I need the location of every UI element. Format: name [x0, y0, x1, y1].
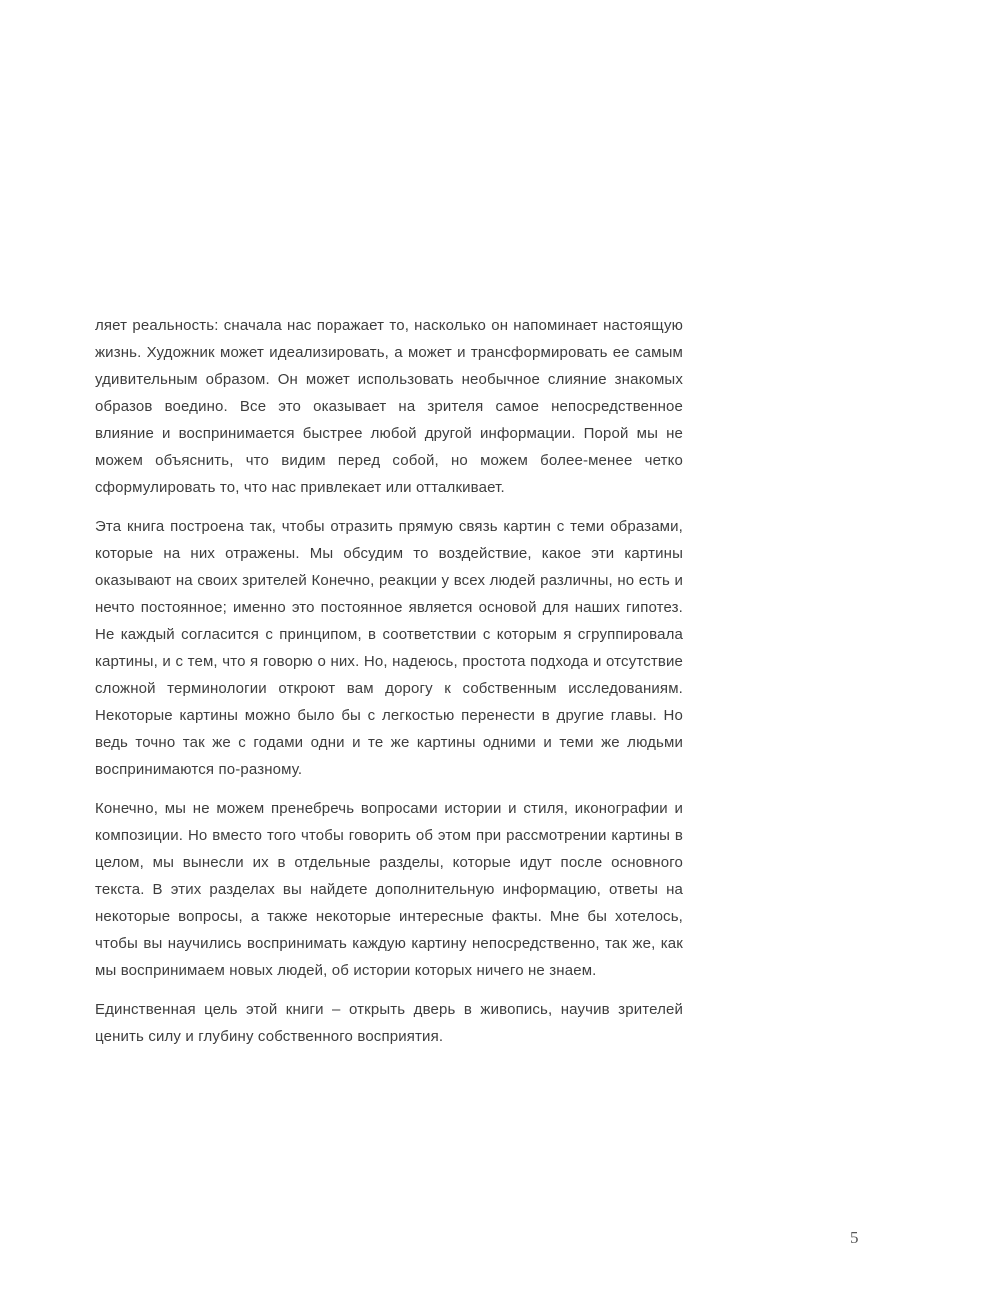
paragraph-1: ляет реальность: сначала нас поражает то, насколько он напоминает настоящую жизнь. Художник может идеализировать, а может и трансформировать ее самым удивительным образом. Он может использовать необычное слияние знакомых образов воедино. Все это оказывает на зрителя самое непосредственное влияние и воспринимается быстрее любой другой информации. Порой мы не можем объяснить, что видим перед собой, но можем более-менее четко сформулировать то, что нас привлекает или отталкивает. — [95, 317, 683, 496]
paragraph-2: Эта книга построена так, чтобы отразить прямую связь картин с теми образами, которые на них отражены. Мы обсудим то воздействие, какое эти картины оказывают на своих зрителей Конечно, реакции у всех людей различны, но есть и нечто постоянное; именно это постоянное является основой для наших гипотез. Не каждый согласится с принципом, в соответствии с которым я сгруппировала картины, и с тем, что я говорю о них. Но, надеюсь, простота подхода и отсутствие сложной терминологии откроют вам дорогу к собственным исследованиям. Некоторые картины можно было бы с легкостью перенести в другие главы. Но ведь точно так же с годами одни и те же картины одними и теми же людьми воспринимаются по-разному. — [95, 518, 683, 778]
page-number: 5 — [850, 1228, 859, 1247]
paragraph-4: Единственная цель этой книги – открыть дверь в живопись, научив зрителей ценить силу и глубину собственного восприятия. — [95, 1001, 683, 1045]
paragraph-3: Конечно, мы не можем пренебречь вопросами истории и стиля, иконографии и композиции. Но вместо того чтобы говорить об этом при рассмотрении картины в целом, мы вынесли их в отдельные разделы, которые идут после основного текста. В этих разделах вы найдете дополнительную информацию, ответы на некоторые вопросы, а также некоторые интересные факты. Мне бы хотелось, чтобы вы научились воспринимать каждую картину непосредственно, так же, как мы воспринимаем новых людей, об истории которых ничего не знаем. — [95, 800, 683, 979]
body-text-block — [95, 312, 683, 1062]
